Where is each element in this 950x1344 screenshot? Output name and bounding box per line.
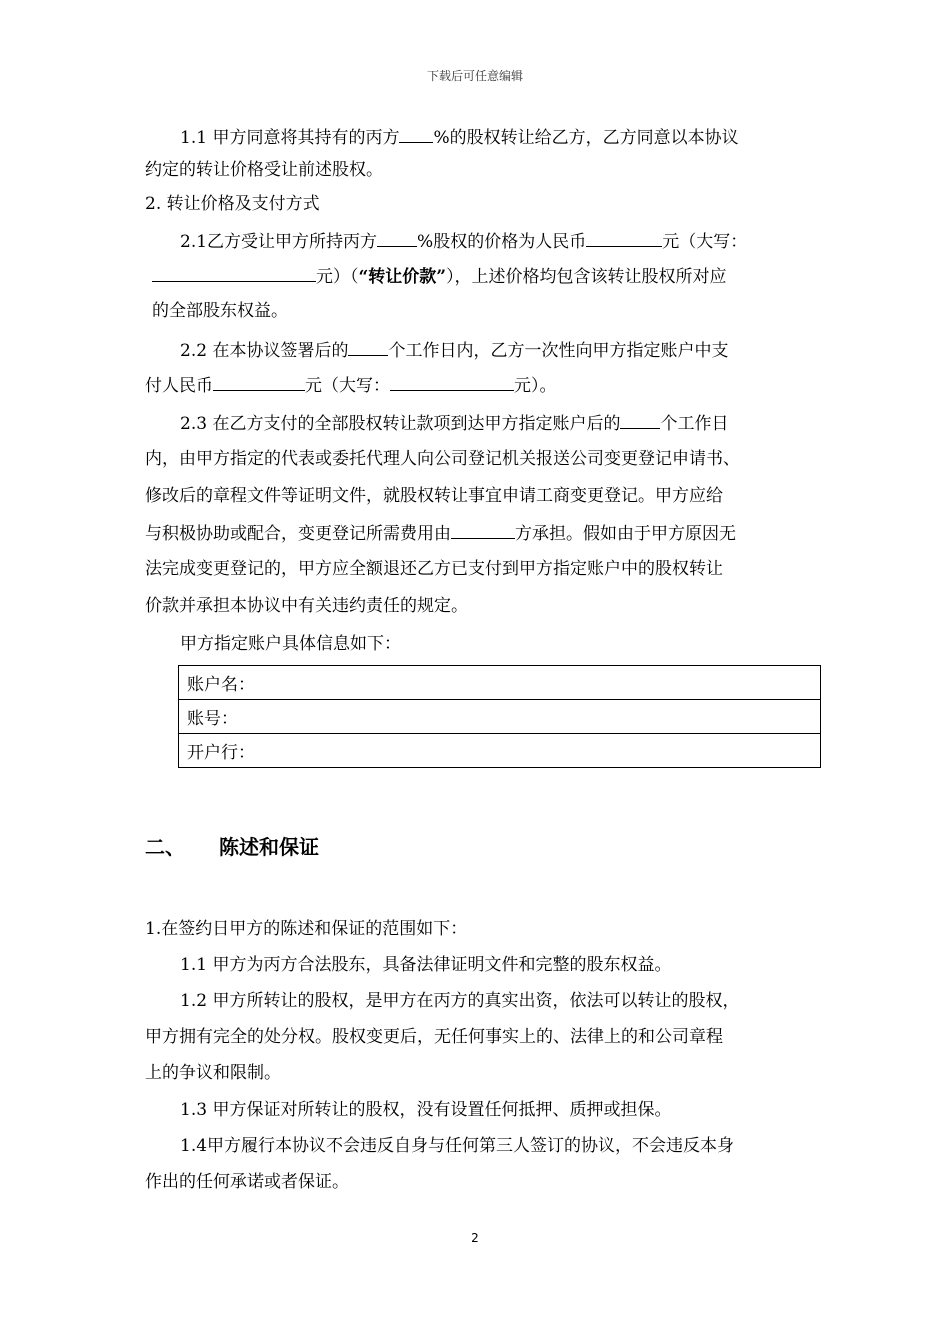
rep-1-1: 1.1 甲方为丙方合法股东，具备法律证明文件和完整的股东权益。 bbox=[180, 955, 672, 975]
blank-field bbox=[586, 229, 662, 247]
table-row bbox=[179, 734, 821, 768]
blank-field bbox=[348, 338, 388, 356]
rep-1-4-line-2: 作出的任何承诺或者保证。 bbox=[145, 1172, 349, 1192]
section-heading bbox=[145, 831, 319, 860]
rep-1: 1.在签约日甲方的陈述和保证的范围如下： bbox=[145, 919, 468, 939]
rep-1-2-line-2: 甲方拥有完全的处分权。股权变更后，无任何事实上的、法律上的和公司章程 bbox=[145, 1027, 723, 1047]
blank-field bbox=[213, 373, 305, 391]
account-intro: 甲方指定账户具体信息如下： bbox=[180, 634, 401, 654]
clause-2-3-line-5: 法完成变更登记的，甲方应全额退还乙方已支付到甲方指定账户中的股权转让 bbox=[145, 559, 723, 579]
clause-2-3-line-2: 内，由甲方指定的代表或委托代理人向公司登记机关报送公司变更登记申请书、 bbox=[145, 449, 740, 469]
account-info-table bbox=[178, 665, 821, 768]
clause-2-1-line-3: 的全部股东权益。 bbox=[152, 301, 288, 321]
table-row bbox=[179, 666, 821, 700]
rep-1-3: 1.3 甲方保证对所转让的股权，没有设置任何抵押、质押或担保。 bbox=[180, 1100, 672, 1120]
section-title: 陈述和保证 bbox=[219, 835, 319, 859]
section-number: 二、 bbox=[145, 835, 185, 859]
defined-term: “转让价款” bbox=[358, 267, 447, 287]
text: 元）。 bbox=[514, 376, 557, 396]
blank-field bbox=[620, 411, 660, 429]
clause-2-3-line-1 bbox=[180, 411, 728, 436]
account-name-cell: 账户名： bbox=[179, 666, 821, 700]
clause-2-3-line-3: 修改后的章程文件等证明文件，就股权转让事宜申请工商变更登记。甲方应给 bbox=[145, 486, 723, 506]
page-header: 下载后可任意编辑 bbox=[426, 69, 523, 83]
clause-2-2-line-1 bbox=[180, 338, 728, 363]
blank-field bbox=[152, 264, 316, 282]
text: 元（大写： bbox=[662, 232, 748, 252]
text: 2.1乙方受让甲方所持丙方 bbox=[180, 232, 378, 252]
text: 1.1 甲方同意将其持有的丙方 bbox=[180, 128, 400, 148]
blank-field bbox=[451, 521, 515, 539]
table-row bbox=[179, 700, 821, 734]
text: 与积极协助或配合，变更登记所需费用由 bbox=[145, 524, 451, 544]
clause-2-2-line-2 bbox=[145, 373, 557, 398]
blank-field bbox=[399, 125, 433, 143]
blank-field bbox=[390, 373, 514, 391]
clause-1-1-line-2: 约定的转让价格受让前述股权。 bbox=[145, 160, 383, 180]
heading-2: 2. 转让价格及支付方式 bbox=[145, 194, 320, 214]
text: ），上述价格均包含该转让股权所对应 bbox=[446, 267, 727, 287]
text: 元）（ bbox=[316, 267, 359, 287]
text: 元（大写： bbox=[305, 376, 390, 396]
rep-1-4-line-1: 1.4甲方履行本协议不会违反自身与任何第三人签订的协议，不会违反本身 bbox=[180, 1136, 735, 1156]
clause-2-1-line-1 bbox=[180, 229, 747, 254]
bank-cell: 开户行： bbox=[179, 734, 821, 768]
clause-1-1-line-1 bbox=[180, 125, 739, 150]
text: %股权的价格为人民币 bbox=[417, 232, 587, 252]
text: 付人民币 bbox=[145, 376, 213, 396]
text: %的股权转让给乙方，乙方同意以本协议 bbox=[433, 128, 739, 148]
text: 方承担。假如由于甲方原因无 bbox=[515, 524, 736, 544]
rep-1-2-line-3: 上的争议和限制。 bbox=[145, 1063, 281, 1083]
clause-2-1-line-2 bbox=[152, 264, 727, 289]
text: 个工作日内，乙方一次性向甲方指定账户中支 bbox=[388, 341, 729, 361]
clause-2-3-line-6: 价款并承担本协议中有关违约责任的规定。 bbox=[145, 596, 468, 616]
rep-1-2-line-1: 1.2 甲方所转让的股权，是甲方在丙方的真实出资，依法可以转让的股权， bbox=[180, 991, 740, 1011]
clause-2-3-line-4 bbox=[145, 521, 736, 546]
blank-field bbox=[377, 229, 417, 247]
page-number: 2 bbox=[471, 1231, 479, 1245]
text: 2.2 在本协议签署后的 bbox=[180, 341, 349, 361]
account-number-cell: 账号： bbox=[179, 700, 821, 734]
text: 2.3 在乙方支付的全部股权转让款项到达甲方指定账户后的 bbox=[180, 414, 621, 434]
text: 个工作日 bbox=[660, 414, 729, 434]
